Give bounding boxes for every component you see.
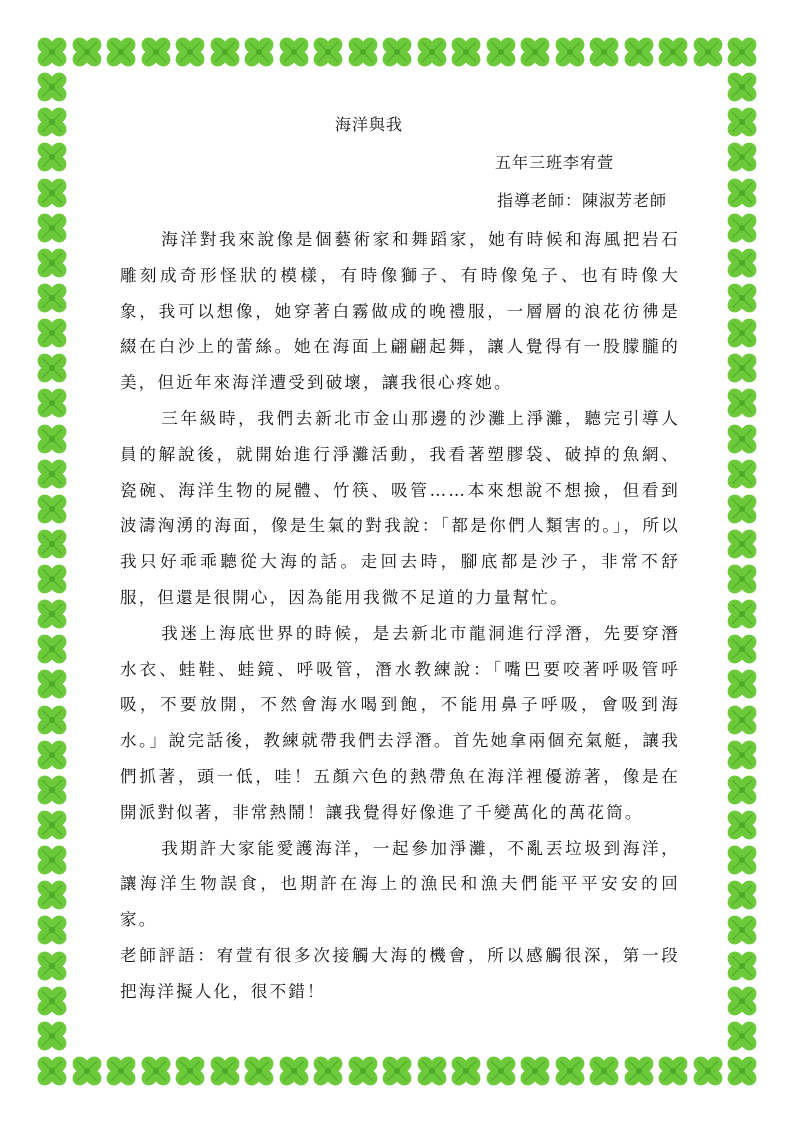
clover-icon: [34, 737, 70, 773]
clover-icon: [414, 1053, 450, 1089]
clover-icon: [34, 245, 70, 281]
clover-icon: [34, 983, 70, 1019]
clover-icon: [241, 34, 277, 70]
clover-icon: [34, 175, 70, 211]
clover-icon: [483, 1053, 519, 1089]
clover-icon: [724, 385, 760, 421]
clover-icon: [517, 34, 553, 70]
clover-icon: [103, 1053, 139, 1089]
clover-icon: [724, 983, 760, 1019]
clover-icon: [34, 1018, 70, 1054]
clover-icon: [724, 596, 760, 632]
paragraph-2: 三年級時，我們去新北市金山那邊的沙灘上淨灘，聽完引導人員的解說後，就開始進行淨灘活動，我看著塑膠袋、破掉的魚網、瓷碗、海洋生物的屍體、竹筷、吸管……本來想說不想撿，但看到波濤洶湧的海面，像是生氣的對我說：「都是你們人類害的。」，所以我只好乖乖聽從大海的話。走回去時，腳底都是沙子，非常不舒服，但還是很開心，因為能用我微不足道的力量幫忙。: [120, 408, 680, 607]
clover-icon: [724, 631, 760, 667]
clover-icon: [172, 34, 208, 70]
clover-icon: [34, 948, 70, 984]
clover-icon: [34, 702, 70, 738]
clover-icon: [724, 842, 760, 878]
clover-icon: [379, 34, 415, 70]
teacher-line: 指導老師：陳淑芳老師: [497, 191, 668, 210]
clover-icon: [34, 104, 70, 140]
clover-icon: [34, 772, 70, 808]
clover-icon: [34, 526, 70, 562]
clover-icon: [483, 34, 519, 70]
clover-icon: [724, 491, 760, 527]
clover-icon: [724, 315, 760, 351]
clover-icon: [34, 561, 70, 597]
clover-icon: [724, 245, 760, 281]
clover-icon: [586, 34, 622, 70]
clover-icon: [345, 1053, 381, 1089]
clover-icon: [34, 491, 70, 527]
clover-icon: [724, 912, 760, 948]
clover-icon: [69, 34, 105, 70]
clover-icon: [34, 666, 70, 702]
clover-icon: [34, 631, 70, 667]
clover-icon: [621, 34, 657, 70]
clover-icon: [34, 34, 70, 70]
clover-icon: [414, 34, 450, 70]
clover-icon: [724, 34, 760, 70]
clover-icon: [34, 139, 70, 175]
clover-icon: [655, 34, 691, 70]
clover-icon: [69, 1053, 105, 1089]
clover-icon: [34, 421, 70, 457]
clover-icon: [690, 34, 726, 70]
clover-icon: [34, 210, 70, 246]
clover-icon: [34, 69, 70, 105]
clover-icon: [241, 1053, 277, 1089]
clover-icon: [345, 34, 381, 70]
clover-icon: [310, 1053, 346, 1089]
clover-icon: [138, 34, 174, 70]
clover-icon: [379, 1053, 415, 1089]
clover-icon: [34, 842, 70, 878]
clover-icon: [34, 315, 70, 351]
paragraph-4: 我期許大家能愛護海洋，一起參加淨灘，不亂丟垃圾到海洋，讓海洋生物誤食，也期許在海上的漁民和漁夫們能平平安安的回家。: [120, 838, 680, 930]
clover-icon: [34, 1053, 70, 1089]
clover-icon: [724, 772, 760, 808]
clover-icon: [34, 807, 70, 843]
clover-icon: [724, 1053, 760, 1089]
clover-icon: [276, 1053, 312, 1089]
clover-icon: [172, 1053, 208, 1089]
clover-icon: [724, 948, 760, 984]
clover-icon: [724, 807, 760, 843]
clover-icon: [138, 1053, 174, 1089]
clover-icon: [724, 350, 760, 386]
clover-icon: [34, 596, 70, 632]
clover-icon: [517, 1053, 553, 1089]
clover-icon: [724, 526, 760, 562]
teacher-comment: 老師評語：宥萱有很多次接觸大海的機會，所以感觸很深，第一段把海洋擬人化，很不錯！: [120, 945, 680, 1001]
clover-icon: [724, 702, 760, 738]
clover-icon: [448, 1053, 484, 1089]
clover-icon: [724, 280, 760, 316]
clover-icon: [34, 912, 70, 948]
clover-icon: [34, 456, 70, 492]
clover-icon: [724, 104, 760, 140]
clover-icon: [103, 34, 139, 70]
clover-icon: [655, 1053, 691, 1089]
clover-icon: [552, 1053, 588, 1089]
clover-icon: [207, 1053, 243, 1089]
clover-icon: [621, 1053, 657, 1089]
clover-icon: [724, 210, 760, 246]
clover-icon: [724, 561, 760, 597]
clover-icon: [34, 280, 70, 316]
clover-icon: [207, 34, 243, 70]
clover-icon: [690, 1053, 726, 1089]
clover-icon: [724, 175, 760, 211]
clover-icon: [34, 877, 70, 913]
paragraph-3: 我迷上海底世界的時候，是去新北市龍洞進行浮潛，先要穿潛水衣、蛙鞋、蛙鏡、呼吸管，潛水教練說：「嘴巴要咬著呼吸管呼吸，不要放開，不然會海水喝到飽，不能用鼻子呼吸，會吸到海水。」說完話後，教練就帶我們去浮潛。首先她拿兩個充氣艇，讓我們抓著，頭一低，哇！五顏六色的熱帶魚在海洋裡優游著，像是在開派對似著，非常熱鬧！讓我覺得好像進了千變萬化的萬花筒。: [120, 623, 680, 822]
clover-icon: [276, 34, 312, 70]
clover-icon: [724, 139, 760, 175]
clover-icon: [34, 350, 70, 386]
clover-icon: [724, 666, 760, 702]
clover-icon: [724, 877, 760, 913]
essay-body: [120, 222, 680, 1010]
clover-icon: [34, 385, 70, 421]
clover-icon: [310, 34, 346, 70]
clover-icon: [586, 1053, 622, 1089]
essay-title: 海洋與我: [335, 115, 404, 134]
clover-icon: [724, 421, 760, 457]
clover-icon: [552, 34, 588, 70]
clover-icon: [724, 69, 760, 105]
clover-icon: [724, 737, 760, 773]
clover-icon: [448, 34, 484, 70]
paragraph-1: 海洋對我來說像是個藝術家和舞蹈家，她有時候和海風把岩石雕刻成奇形怪狀的模樣，有時像獅子、有時像兔子、也有時像大象，我可以想像，她穿著白霧做成的晚禮服，一層層的浪花彷彿是綴在白沙上的蕾絲。她在海面上翩翩起舞，讓人覺得有一股朦朧的美，但近年來海洋遭受到破壞，讓我很心疼她。: [120, 230, 680, 393]
author-line: 五年三班李宥萱: [495, 153, 615, 172]
clover-icon: [724, 1018, 760, 1054]
clover-icon: [724, 456, 760, 492]
